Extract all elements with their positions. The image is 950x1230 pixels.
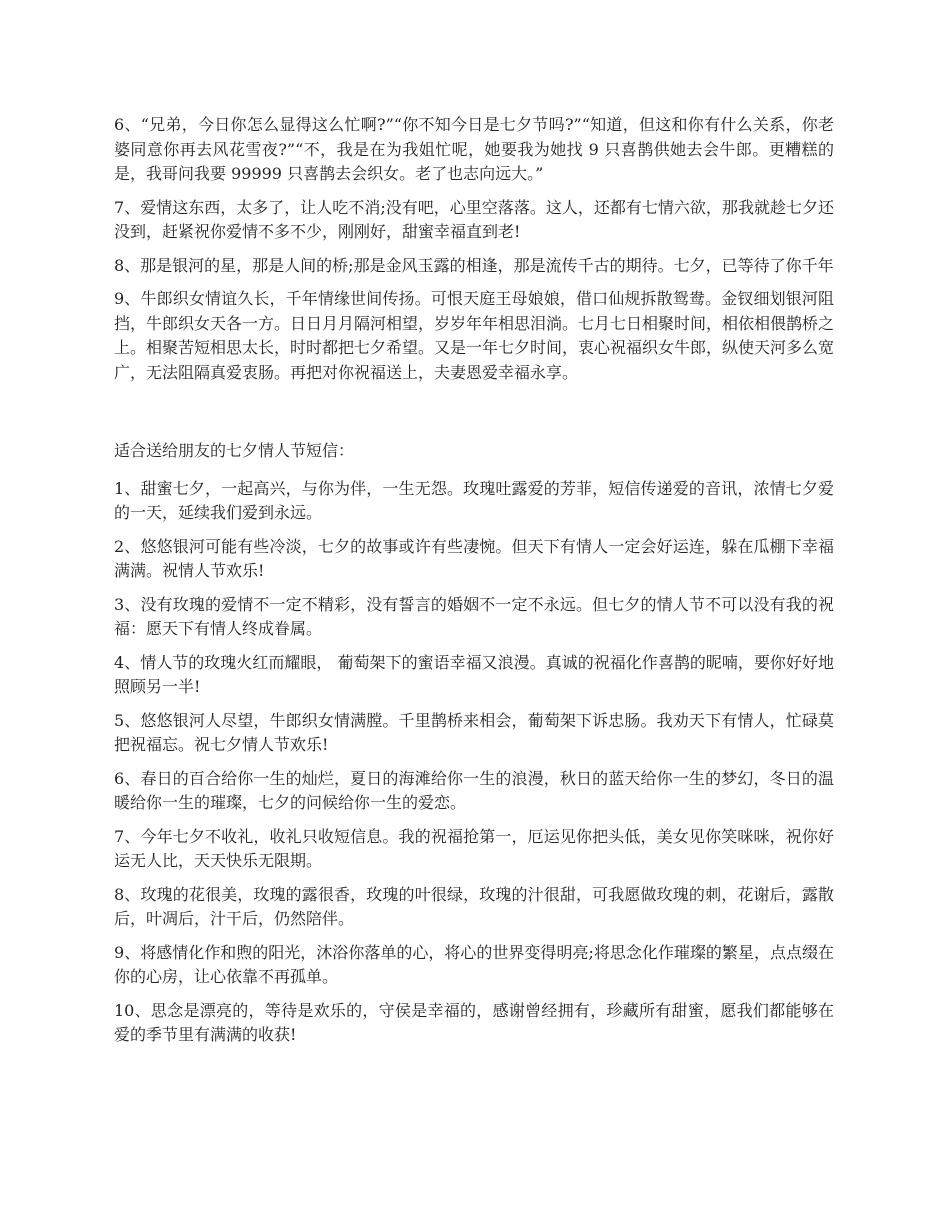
paragraph-bottom-7: 7、今年七夕不收礼，收礼只收短信息。我的祝福抢第一，厄运见你把头低，美女见你笑咪咪，祝你好运无人比，天天快乐无限期。 [114,826,834,870]
paragraph-bottom-6: 6、春日的百合给你一生的灿烂，夏日的海滩给你一生的浪漫，秋日的蓝天给你一生的梦幻，冬日的温暖给你一生的璀璨，七夕的问候给你一生的爱恋。 [114,768,834,812]
paragraph-top-7: 7、爱情这东西，太多了，让人吃不消;没有吧，心里空落落。这人，还都有七情六欲，那我就趁七夕还没到，赶紧祝你爱情不多不少，刚刚好，甜蜜幸福直到老! [114,197,834,241]
paragraph-bottom-2: 2、悠悠银河可能有些冷淡，七夕的故事或许有些凄惋。但天下有情人一定会好运连，躲在瓜棚下幸福满满。祝情人节欢乐! [114,536,834,580]
paragraph-bottom-1: 1、甜蜜七夕，一起高兴，与你为伴，一生无怨。玫瑰吐露爱的芳菲，短信传递爱的音讯，浓情七夕爱的一天，延续我们爱到永远。 [114,478,834,522]
paragraph-top-6: 6、“兄弟，今日你怎么显得这么忙啊?”“你不知今日是七夕节吗?”“知道，但这和你有什么关系，你老婆同意你再去风花雪夜?”“不，我是在为我姐忙呢，她要我为她找 9 只喜鹊供她去会牛郎。更糟糕的是，我哥问我要 99999 只喜鹊去会织女。老了也志向远大。” [114,115,834,183]
paragraph-top-9: 9、牛郎织女情谊久长，千年情缘世间传扬。可恨天庭王母娘娘，借口仙规拆散鸳鸯。金钗细划银河阻挡，牛郎织女天各一方。日日月月隔河相望，岁岁年年相思泪淌。七月七日相聚时间，相依相偎鹊桥之上。相聚苦短相思太长，时时都把七夕希望。又是一年七夕时间，衷心祝福织女牛郎，纵使天河多么宽广，无法阻隔真爱衷肠。再把对你祝福送上，夫妻恩爱幸福永享。 [114,289,835,382]
document-page [114,113,834,1057]
paragraph-bottom-10: 10、思念是漂亮的，等待是欢乐的，守侯是幸福的，感谢曾经拥有，珍藏所有甜蜜，愿我们都能够在爱的季节里有满满的收获! [114,1000,834,1044]
paragraph-bottom-3: 3、没有玫瑰的爱情不一定不精彩，没有誓言的婚姻不一定不永远。但七夕的情人节不可以没有我的祝福：愿天下有情人终成眷属。 [114,594,834,638]
paragraph-top-8: 8、那是银河的星，那是人间的桥;那是金风玉露的相逢，那是流传千古的期待。七夕，已等待了你千年 [114,255,834,275]
paragraph-bottom-5: 5、悠悠银河人尽望，牛郎织女情满膛。千里鹊桥来相会，葡萄架下诉忠肠。我劝天下有情人，忙碌莫把祝福忘。祝七夕情人节欢乐! [114,710,834,754]
paragraph-bottom-9: 9、将感情化作和煦的阳光，沐浴你落单的心，将心的世界变得明亮;将思念化作璀璨的繁星，点点缀在你的心房，让心依靠不再孤单。 [114,942,834,986]
paragraph-bottom-8: 8、玫瑰的花很美，玫瑰的露很香，玫瑰的叶很绿，玫瑰的汁很甜，可我愿做玫瑰的刺，花谢后，露散后，叶凋后，汁干后，仍然陪伴。 [114,884,834,928]
paragraph-bottom-4: 4、情人节的玫瑰火红而耀眼， 葡萄架下的蜜语幸福又浪漫。真诚的祝福化作喜鹊的昵喃，要你好好地照顾另一半! [114,652,834,696]
section-heading: 适合送给朋友的七夕情人节短信： [114,441,355,460]
